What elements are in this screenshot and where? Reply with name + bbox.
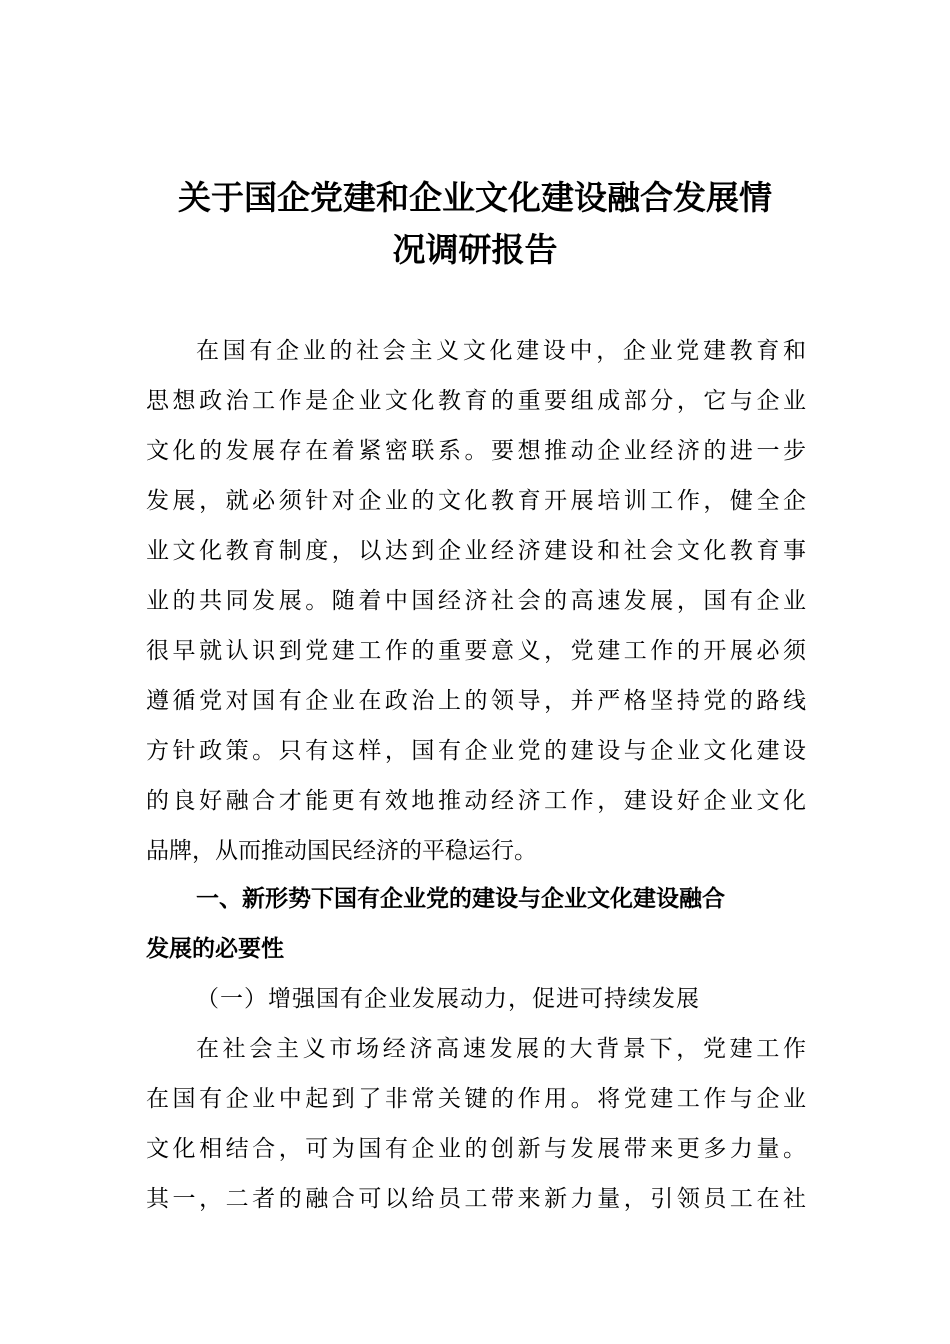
title-line: 况调研报告 <box>392 230 558 269</box>
subsection-line: 其一，二者的融合可以给员工带来新力量，引领员工在社 <box>146 1186 806 1212</box>
intro-line: 的良好融合才能更有效地推动经济工作，建设好企业文化 <box>146 788 806 814</box>
section-heading-line: 一、新形势下国有企业党的建设与企业文化建设融合 <box>196 886 725 912</box>
intro-line: 方针政策。只有这样，国有企业党的建设与企业文化建设 <box>146 738 806 764</box>
intro-line: 遵循党对国有企业在政治上的领导，并严格坚持党的路线 <box>146 688 806 714</box>
intro-line: 业的共同发展。随着中国经济社会的高速发展，国有企业 <box>146 588 806 614</box>
subsection-line: 文化相结合，可为国有企业的创新与发展带来更多力量。 <box>146 1136 806 1162</box>
intro-line: 文化的发展存在着紧密联系。要想推动企业经济的进一步 <box>146 438 806 464</box>
intro-line: 业文化教育制度，以达到企业经济建设和社会文化教育事 <box>146 538 806 564</box>
intro-line: 思想政治工作是企业文化教育的重要组成部分，它与企业 <box>146 388 806 414</box>
subsection-line: 在社会主义市场经济高速发展的大背景下，党建工作 <box>196 1036 806 1062</box>
section-heading-line: 发展的必要性 <box>146 936 284 962</box>
document-title <box>150 172 800 276</box>
title-line: 关于国企党建和企业文化建设融合发展情 <box>178 178 772 217</box>
subsection-heading: （一）增强国有企业发展动力，促进可持续发展 <box>196 986 700 1012</box>
intro-line: 在国有企业的社会主义文化建设中，企业党建教育和 <box>196 338 806 364</box>
intro-line: 发展，就必须针对企业的文化教育开展培训工作，健全企 <box>146 488 806 514</box>
subsection-line: 在国有企业中起到了非常关键的作用。将党建工作与企业 <box>146 1086 806 1112</box>
intro-line: 品牌，从而推动国民经济的平稳运行。 <box>146 838 537 864</box>
intro-line: 很早就认识到党建工作的重要意义，党建工作的开展必须 <box>146 638 806 664</box>
